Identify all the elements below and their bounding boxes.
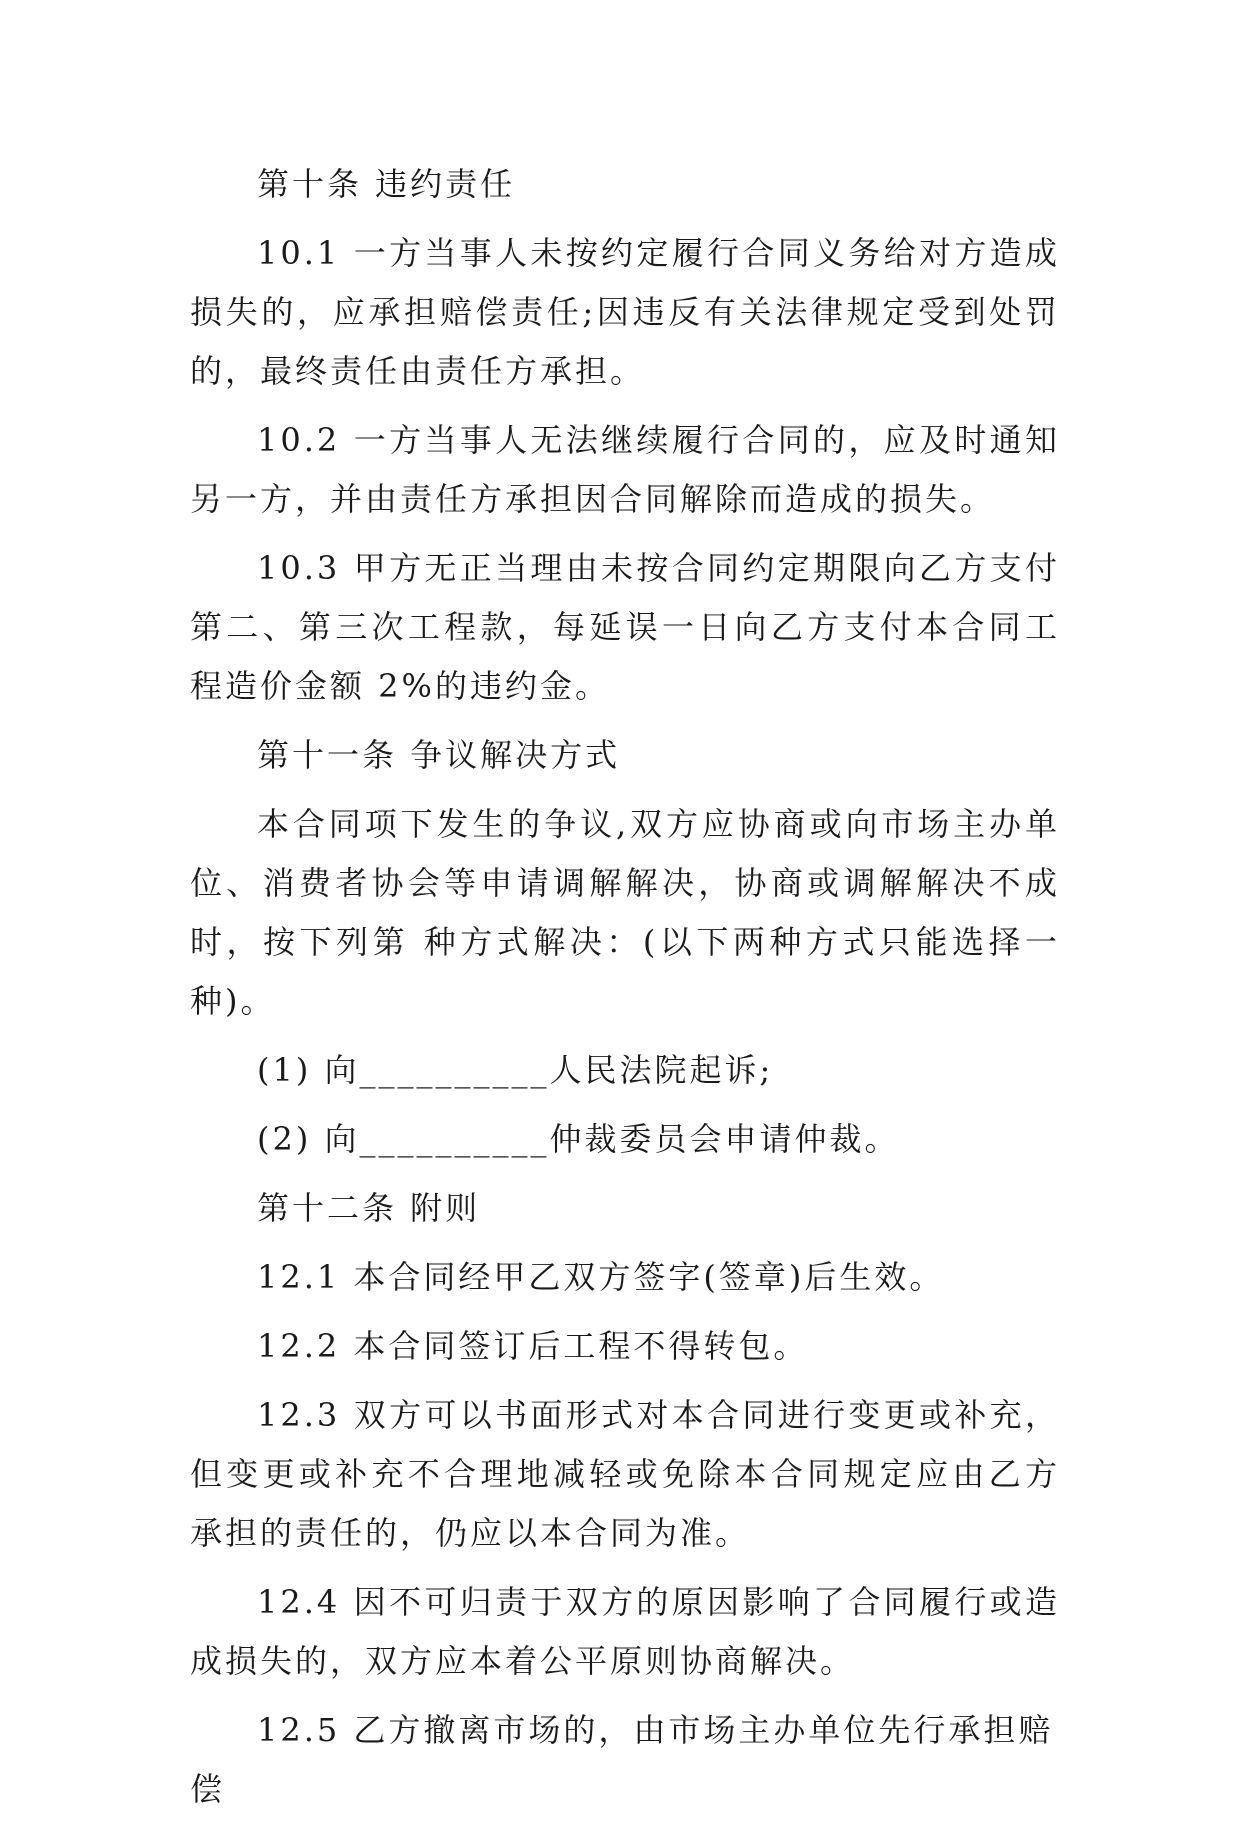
clause-10-1: 10.1 一方当事人未按约定履行合同义务给对方造成损失的，应承担赔偿责任;因违反有关法律规定受到处罚的，最终责任由责任方承担。 xyxy=(190,234,1060,390)
clause-11-body: 本合同项下发生的争议,双方应协商或向市场主办单位、消费者协会等申请调解解决，协商或调解解决不成时，按下列第 种方式解决：(以下两种方式只能选择一种)。 xyxy=(190,805,1060,1020)
clause-12-1: 12.1 本合同经甲乙双方签字(签章)后生效。 xyxy=(257,1258,945,1296)
clause-11-option-2: (2) 向__________仲裁委员会申请仲裁。 xyxy=(257,1120,900,1158)
clause-12-4: 12.4 因不可归责于双方的原因影响了合同履行或造成损失的，双方应本着公平原则协商解决。 xyxy=(190,1583,1060,1680)
clause-11-option-1: (1) 向__________人民法院起诉; xyxy=(257,1051,774,1089)
clause-12-3: 12.3 双方可以书面形式对本合同进行变更或补充，但变更或补充不合理地减轻或免除本合同规定应由乙方承担的责任的，仍应以本合同为准。 xyxy=(190,1396,1060,1552)
article-11-heading: 第十一条 争议解决方式 xyxy=(257,736,621,774)
article-10-heading: 第十条 违约责任 xyxy=(257,165,516,203)
clause-10-2: 10.2 一方当事人无法继续履行合同的，应及时通知另一方，并由责任方承担因合同解除而造成的损失。 xyxy=(190,421,1060,518)
article-12-heading: 第十二条 附则 xyxy=(257,1189,481,1227)
document-body xyxy=(190,155,1060,1829)
clause-12-2: 12.2 本合同签订后工程不得转包。 xyxy=(257,1327,809,1365)
clause-10-3: 10.3 甲方无正当理由未按合同约定期限向乙方支付第二、第三次工程款，每延误一日向乙方支付本合同工程造价金额 2%的违约金。 xyxy=(190,549,1060,705)
clause-12-5: 12.5 乙方撤离市场的，由市场主办单位先行承担赔偿 xyxy=(190,1711,1054,1808)
